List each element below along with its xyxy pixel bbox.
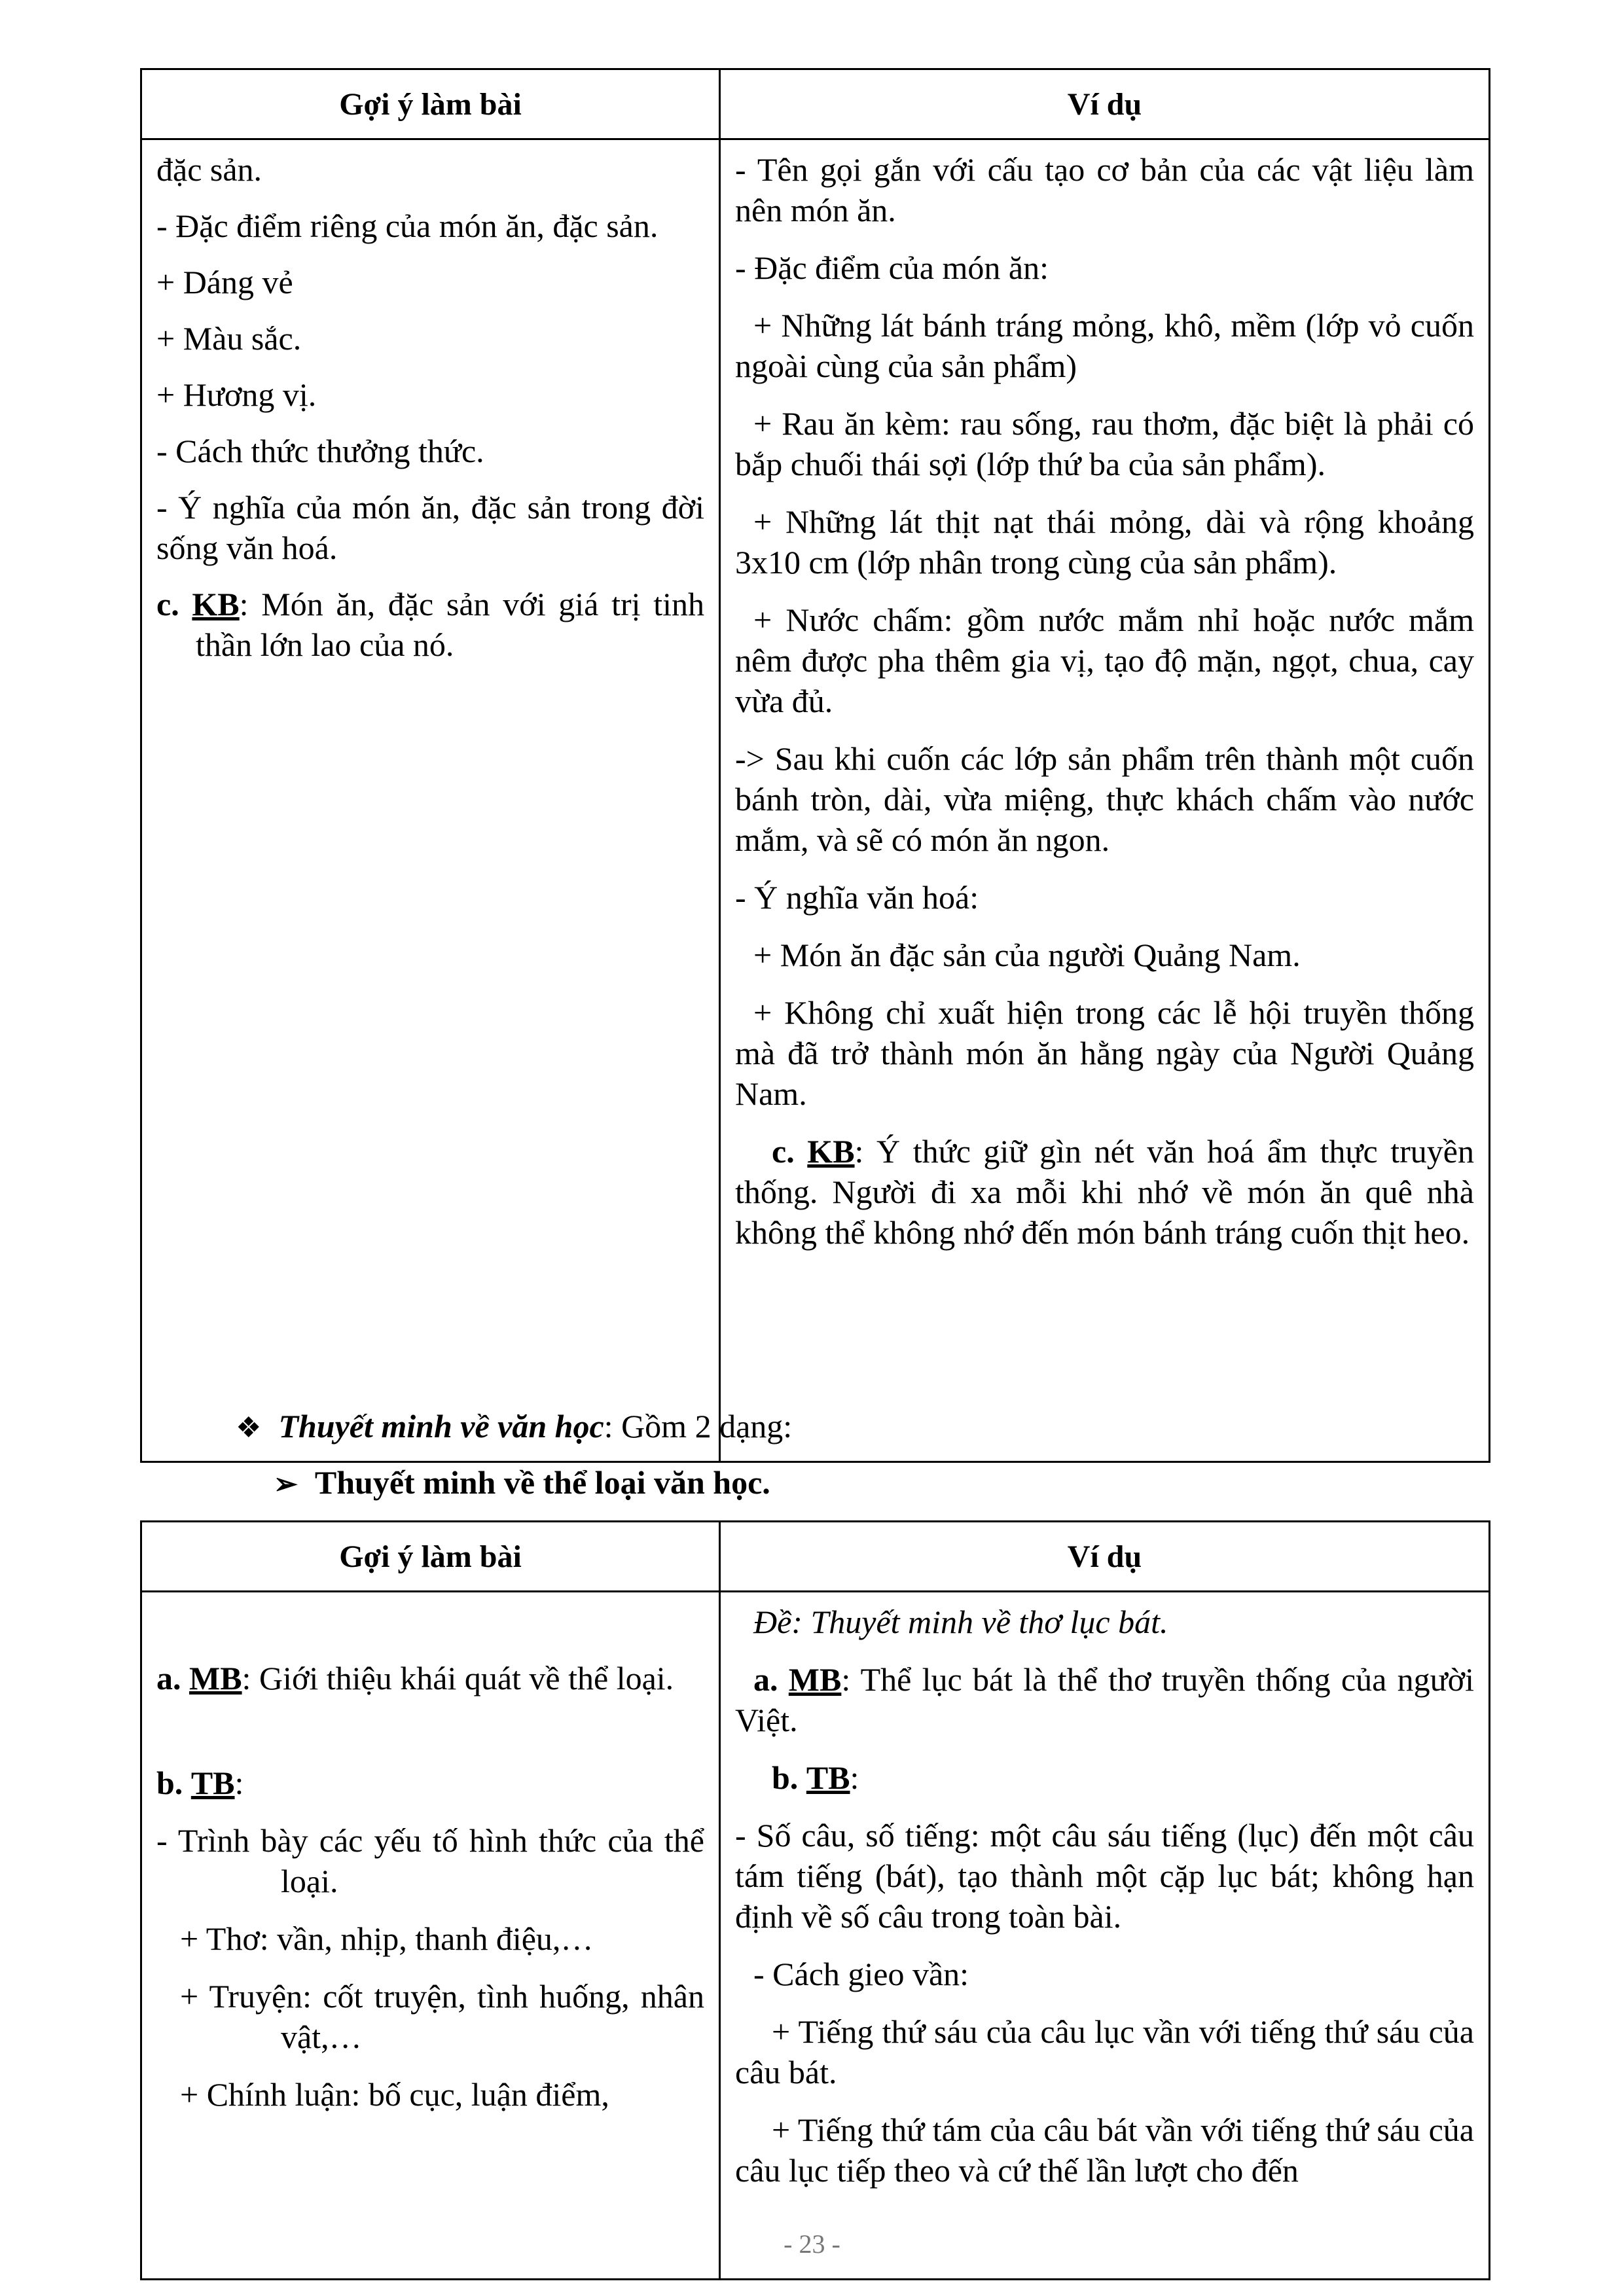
kb-prefix: c. (772, 1133, 795, 1170)
guide-intro (156, 1658, 704, 1698)
header-guide: Gợi ý làm bài (141, 69, 720, 139)
mb-label: MB (788, 1661, 842, 1698)
subsection-heading-genre (274, 1462, 770, 1505)
example-line: + Những lát thịt nạt thái mỏng, dài và rộng khoảng 3x10 cm (lớp nhân trong cùng của sản phẩm). (735, 503, 1474, 581)
guide-line: + Thơ: vần, nhịp, thanh điệu,… (180, 1920, 594, 1957)
guide-line: - Cách thức thưởng thức. (156, 433, 484, 469)
guide-cell (141, 1592, 720, 2280)
example-line: - Số câu, số tiếng: một câu sáu tiếng (lục) đến một câu tám tiếng (bát), tạo thành một cặp lục bát; không hạn định về số câu trong toàn bài. (735, 1817, 1474, 1935)
kb-label: KB (807, 1133, 855, 1170)
tb-label: TB (190, 1765, 235, 1801)
example-line: + Những lát bánh tráng mỏng, khô, mềm (lớp vỏ cuốn ngoài cùng của sản phẩm) (735, 307, 1474, 384)
example-line: + Nước chấm: gồm nước mắm nhỉ hoặc nước mắm nêm được pha thêm gia vị, tạo độ mặn, ngọt, chua, cay vừa đủ. (735, 601, 1474, 719)
header-example: Ví dụ (720, 69, 1490, 139)
guide-line: + Truyện: cốt truyện, tình huống, nhân vật,… (180, 1978, 704, 2055)
example-line: + Không chỉ xuất hiện trong các lễ hội truyền thống mà đã trở thành món ăn hằng ngày của Người Quảng Nam. (735, 994, 1474, 1112)
mb-text: : Giới thiệu khái quát về thể loại. (242, 1660, 674, 1696)
header-example: Ví dụ (720, 1522, 1490, 1592)
tb-prefix: b. (772, 1759, 799, 1796)
tb-label: TB (806, 1759, 850, 1796)
section-heading-literature (236, 1406, 792, 1448)
example-cell (720, 1592, 1490, 2280)
example-line: - Ý nghĩa văn hoá: (735, 879, 979, 916)
kb-label: KB (192, 586, 240, 622)
guide-cell (141, 139, 720, 1462)
mb-text: : Thể lục bát là thể thơ truyền thống của người Việt. (735, 1661, 1475, 1738)
example-cell (720, 139, 1490, 1462)
tb-prefix: b. (156, 1765, 183, 1801)
example-line: + Tiếng thứ tám của câu bát vần với tiếng thứ sáu của câu lục tiếp theo và cứ thế lần lượt cho đến (735, 2111, 1474, 2189)
guide-line: + Chính luận: bố cục, luận điểm, (180, 2076, 609, 2113)
header-guide: Gợi ý làm bài (141, 1522, 720, 1592)
example-line: + Rau ăn kèm: rau sống, rau thơm, đặc biệt là phải có bắp chuối thái sợi (lớp thứ ba của sản phẩm). (735, 405, 1474, 482)
example-line: + Tiếng thứ sáu của câu lục vần với tiếng thứ sáu của câu bát. (735, 2013, 1474, 2090)
diamond-bullet-icon: ❖ (236, 1412, 262, 1444)
heading-rest: : Gồm 2 dạng: (604, 1408, 793, 1444)
guide-line: + Dáng vẻ (156, 264, 293, 300)
example-body (735, 1757, 1474, 1798)
guide-line: - Trình bày các yếu tố hình thức của thể loại. (156, 1822, 704, 1899)
guide-line: - Đặc điểm riêng của món ăn, đặc sản. (156, 207, 659, 244)
mb-prefix: a. (156, 1660, 181, 1696)
food-specialty-table (140, 68, 1490, 1463)
arrow-bullet-icon: ➢ (274, 1468, 298, 1500)
kb-prefix: c. (156, 586, 179, 622)
guide-line: đặc sản. (156, 151, 262, 188)
example-line: -> Sau khi cuốn các lớp sản phẩm trên thành một cuốn bánh tròn, dài, vừa miệng, thực khách chấm vào nước mắm, và sẽ có món ăn ngon. (735, 740, 1474, 858)
guide-conclusion (156, 584, 704, 665)
tb-text: : (850, 1759, 859, 1796)
example-topic: Đề: Thuyết minh về thơ lục bát. (753, 1604, 1168, 1640)
example-line: - Đặc điểm của món ăn: (735, 249, 1049, 286)
subheading-text: Thuyết minh về thể loại văn học. (314, 1464, 770, 1501)
example-intro (735, 1659, 1474, 1740)
guide-line: + Hương vị. (156, 376, 317, 413)
guide-line: - Ý nghĩa của món ăn, đặc sản trong đời sống văn hoá. (156, 489, 704, 566)
mb-prefix: a. (753, 1661, 778, 1698)
guide-body (156, 1763, 704, 1803)
literary-genre-table (140, 1520, 1490, 2280)
heading-italic: Thuyết minh về văn học (278, 1408, 604, 1444)
page-number: - 23 - (784, 2229, 840, 2259)
example-conclusion (735, 1131, 1474, 1253)
guide-line: + Màu sắc. (156, 320, 302, 357)
example-line: - Tên gọi gắn với cấu tạo cơ bản của các vật liệu làm nên món ăn. (735, 151, 1474, 228)
mb-label: MB (189, 1660, 242, 1696)
example-line: - Cách gieo vần: (753, 1956, 969, 1992)
kb-text: : Món ăn, đặc sản với giá trị tinh thần lớn lao của nó. (196, 586, 704, 663)
example-line: + Món ăn đặc sản của người Quảng Nam. (753, 937, 1301, 973)
tb-text: : (234, 1765, 244, 1801)
kb-text: : Ý thức giữ gìn nét văn hoá ẩm thực truyền thống. Người đi xa mỗi khi nhớ về món ăn quê nhà không thể không nhớ đến món bánh tráng cuốn thịt heo. (735, 1133, 1474, 1251)
